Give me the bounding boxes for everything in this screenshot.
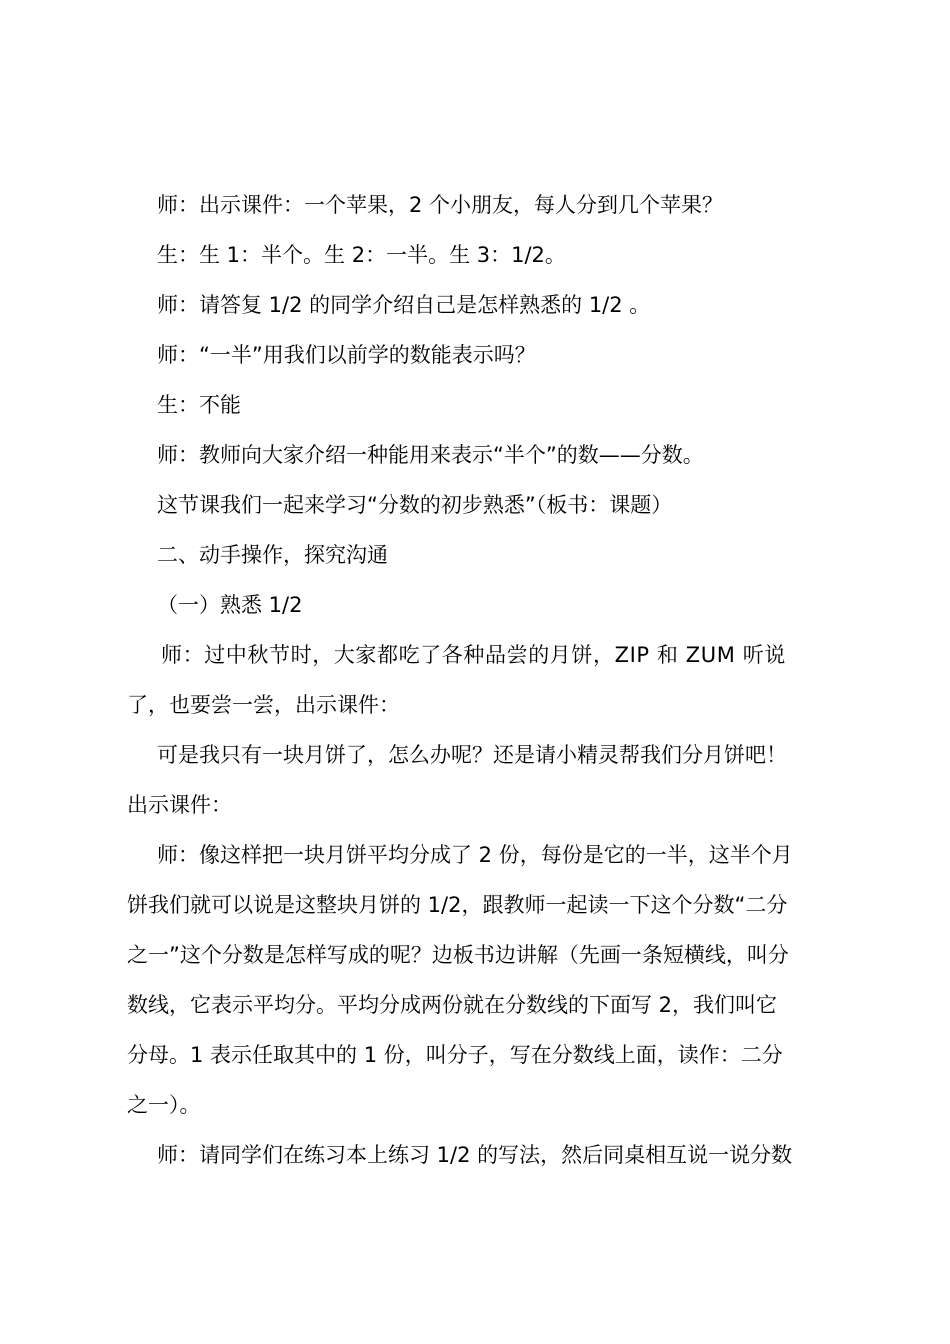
dialogue-line-student-no: 生：不能 bbox=[157, 393, 241, 417]
paragraph-line: 可是我只有一块月饼了，怎么办呢？还是请小精灵帮我们分月饼吧！ bbox=[157, 743, 787, 767]
dialogue-line-teacher-half: 师：“一半”用我们以前学的数能表示吗？ bbox=[157, 343, 536, 367]
paragraph-line: 之一”这个分数是怎样写成的呢？边板书边讲解（先画一条短横线，叫分 bbox=[127, 943, 789, 967]
dialogue-line-teacher-question: 师：出示课件：一个苹果，2 个小朋友，每人分到几个苹果？ bbox=[157, 193, 724, 217]
paragraph-line: 出示课件： bbox=[127, 793, 232, 817]
dialogue-line-teacher-introduce: 师：教师向大家介绍一种能用来表示“半个”的数——分数。 bbox=[157, 443, 704, 467]
paragraph-line: 数线，它表示平均分。平均分成两份就在分数线的下面写 2，我们叫它 bbox=[127, 993, 778, 1017]
dialogue-line-teacher-followup: 师：请答复 1/2 的同学介绍自己是怎样熟悉的 1/2 。 bbox=[157, 293, 651, 317]
paragraph-line: 饼我们就可以说是这整块月饼的 1/2，跟教师一起读一下这个分数“二分 bbox=[127, 893, 788, 917]
paragraph-line: 师：请同学们在练习本上练习 1/2 的写法，然后同桌相互说一说分数 bbox=[157, 1143, 793, 1167]
section-heading: 二、动手操作，探究沟通 bbox=[157, 543, 388, 567]
paragraph-line: 分母。1 表示任取其中的 1 份，叫分子，写在分数线上面，读作：二分 bbox=[127, 1043, 783, 1067]
paragraph-line: 之一）。 bbox=[127, 1093, 201, 1117]
dialogue-line-student-answers: 生：生 1：半个。生 2：一半。生 3：1/2。 bbox=[157, 243, 566, 267]
subsection-heading: （一）熟悉 1/2 bbox=[157, 593, 303, 617]
paragraph-line: 师：像这样把一块月饼平均分成了 2 份，每份是它的一半，这半个月 bbox=[157, 843, 793, 867]
lesson-topic-line: 这节课我们一起来学习“分数的初步熟悉”（板书：课题） bbox=[157, 493, 673, 517]
paragraph-line: 了，也要尝一尝，出示课件： bbox=[127, 693, 400, 717]
paragraph-line: 师：过中秋节时，大家都吃了各种品尝的月饼，ZIP 和 ZUM 听说 bbox=[161, 643, 786, 667]
